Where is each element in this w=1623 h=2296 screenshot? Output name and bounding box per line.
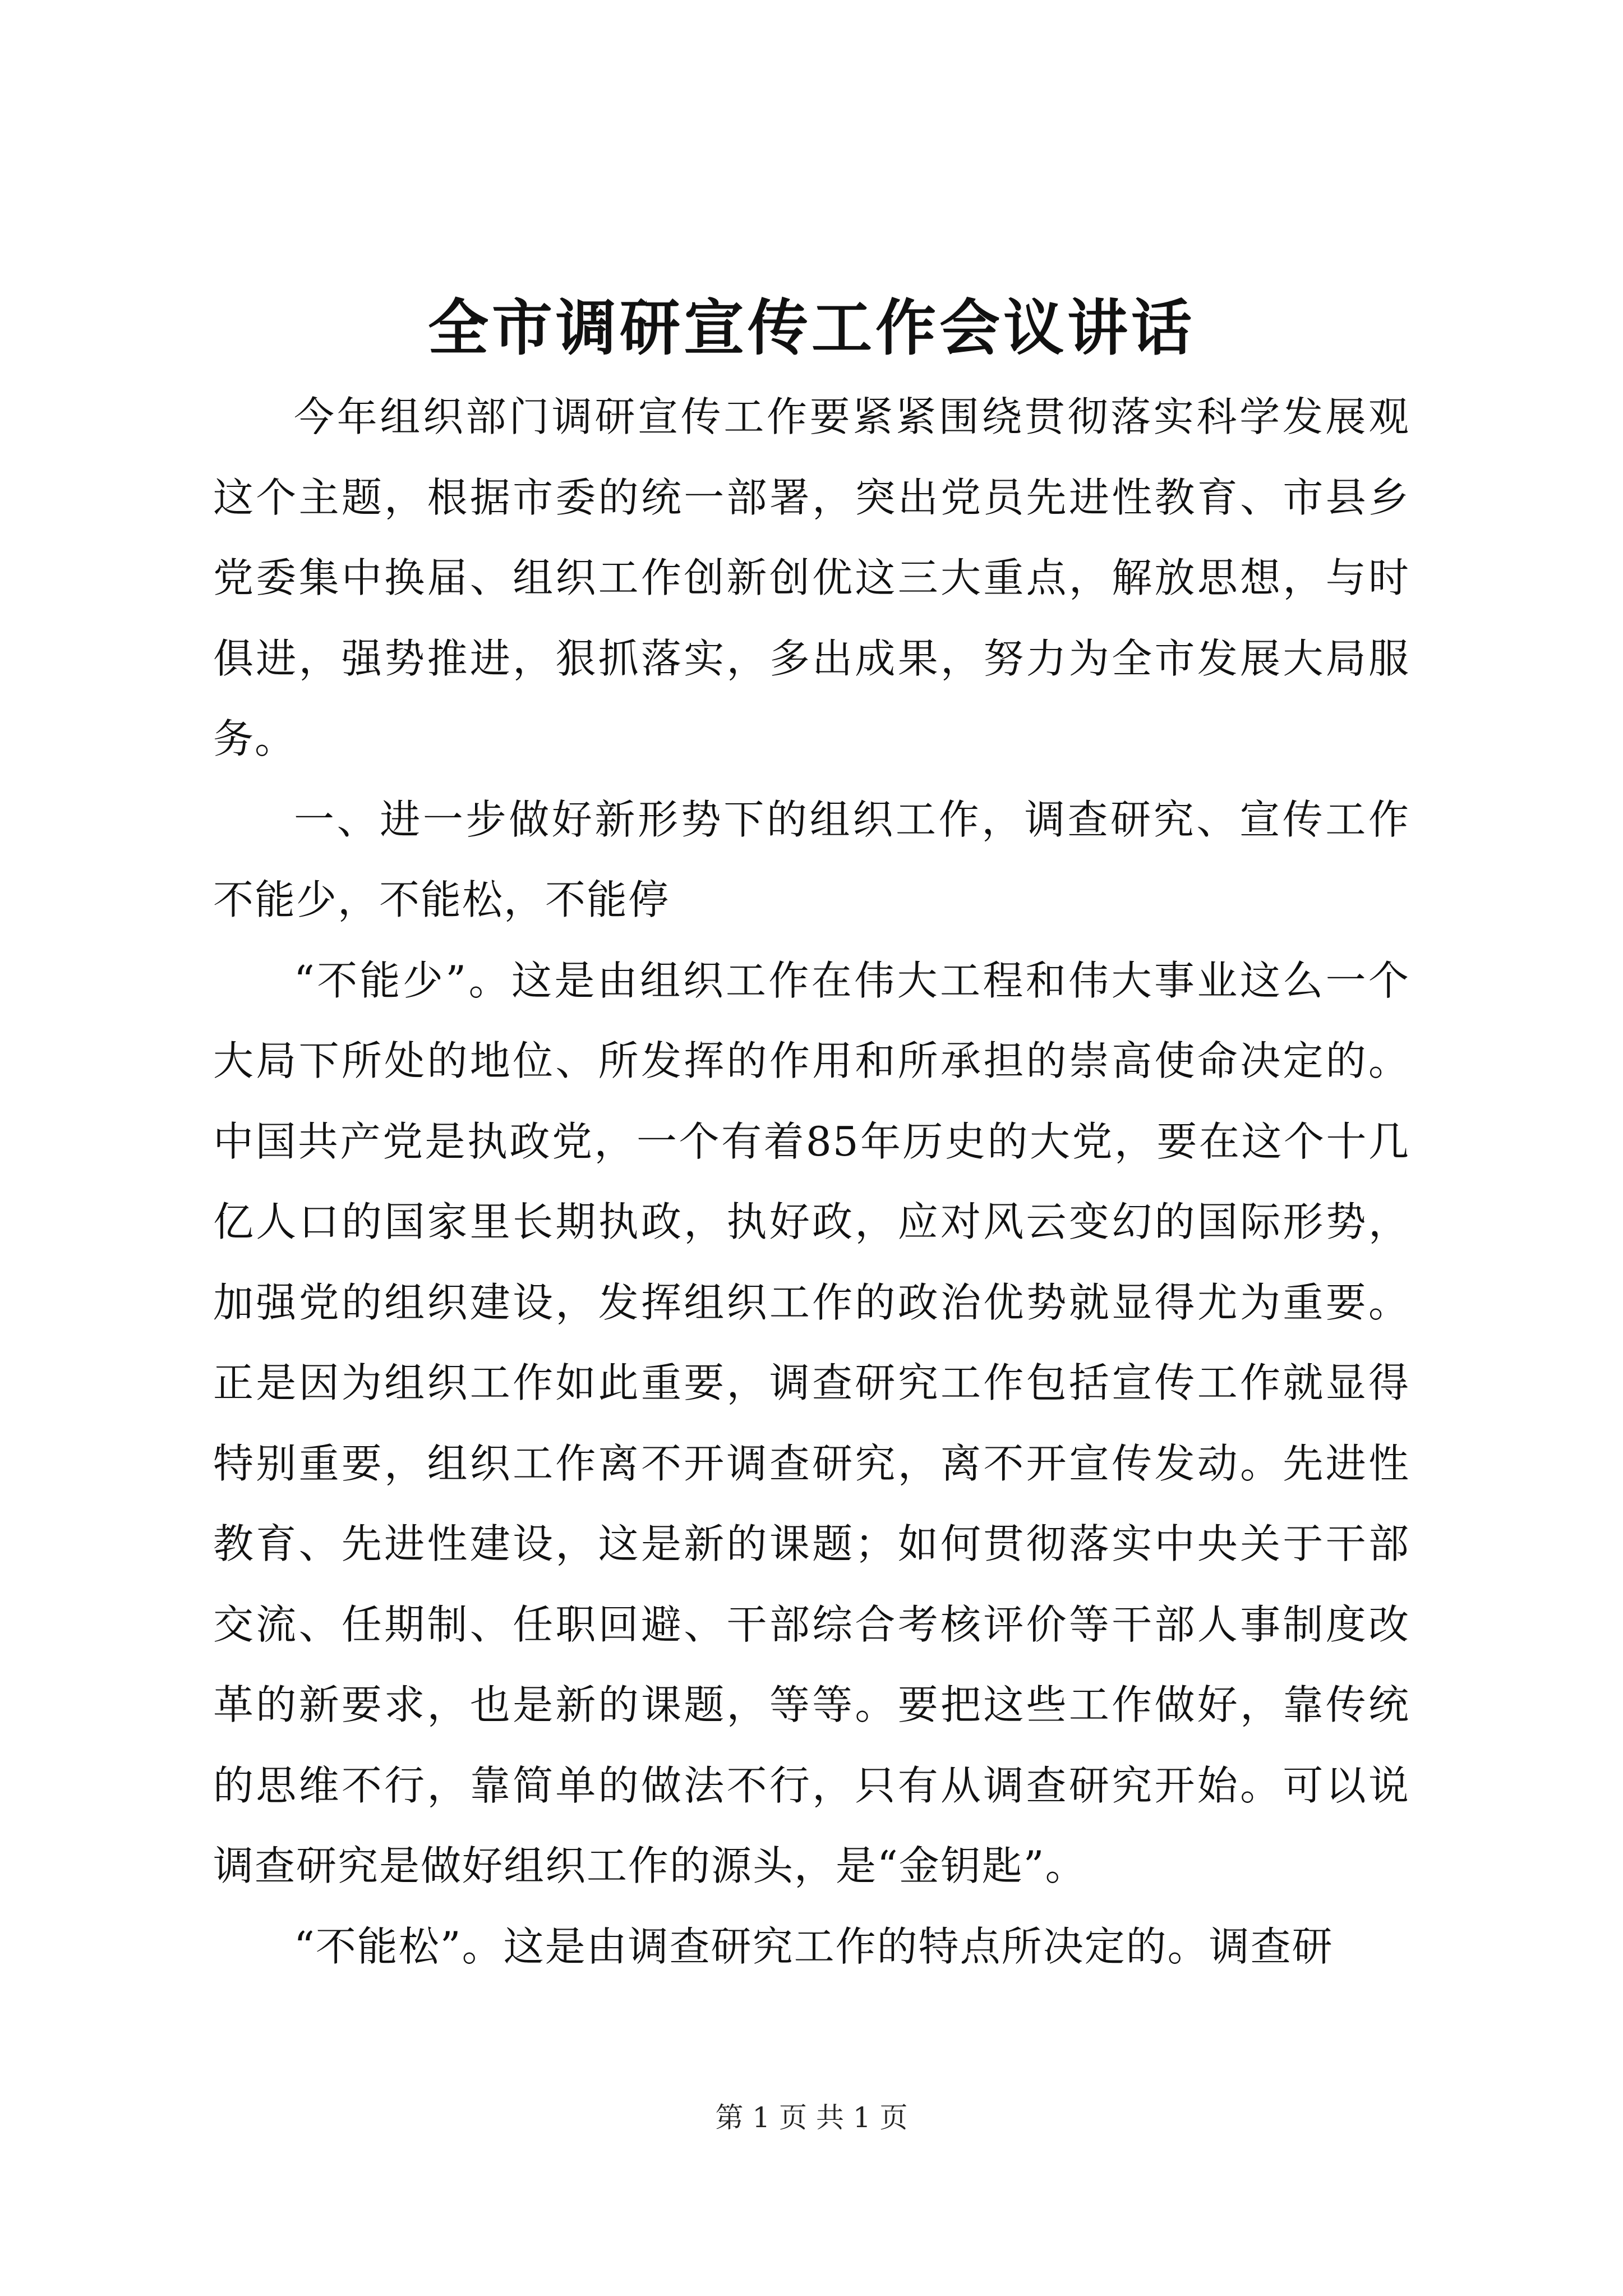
page-number-footer: 第 1 页 共 1 页 (715, 2101, 908, 2134)
paragraph-cannot-relax: “不能松”。这是由调查研究工作的特点所决定的。调查研 (294, 1922, 1334, 1970)
paragraph-intro: 今年组织部门调研宣传工作要紧紧围绕贯彻落实科学发展观这个主题，根据市委的统一部署，突出党员先进性教育、市县乡党委集中换届、组织工作创新创优这三大重点，解放思想，与时俱进，强势推进，狠抓落实，多出成果，努力为全市发展大局服务。 (213, 393, 1410, 762)
document-body (213, 377, 1410, 1987)
document-title: 全市调研宣传工作会议讲话 (427, 293, 1195, 364)
paragraph-section-heading: 一、进一步做好新形势下的组织工作，调查研究、宣传工作不能少，不能松，不能停 (213, 795, 1410, 923)
paragraph-cannot-lack: “不能少”。这是由组织工作在伟大工程和伟大事业这么一个大局下所处的地位、所发挥的作用和所承担的崇高使命决定的。中国共产党是执政党，一个有着85年历史的大党，要在这个十几亿人口的国家里长期执政，执好政，应对风云变幻的国际形势，加强党的组织建设，发挥组织工作的政治优势就显得尤为重要。正是因为组织工作如此重要，调查研究工作包括宣传工作就显得特别重要，组织工作离不开调查研究，离不开宣传发动。先进性教育、先进性建设，这是新的课题；如何贯彻落实中央关于干部交流、任期制、任职回避、干部综合考核评价等干部人事制度改革的新要求，也是新的课题，等等。要把这些工作做好，靠传统的思维不行，靠简单的做法不行，只有从调查研究开始。可以说调查研究是做好组织工作的源头，是“金钥匙”。 (213, 956, 1410, 1889)
